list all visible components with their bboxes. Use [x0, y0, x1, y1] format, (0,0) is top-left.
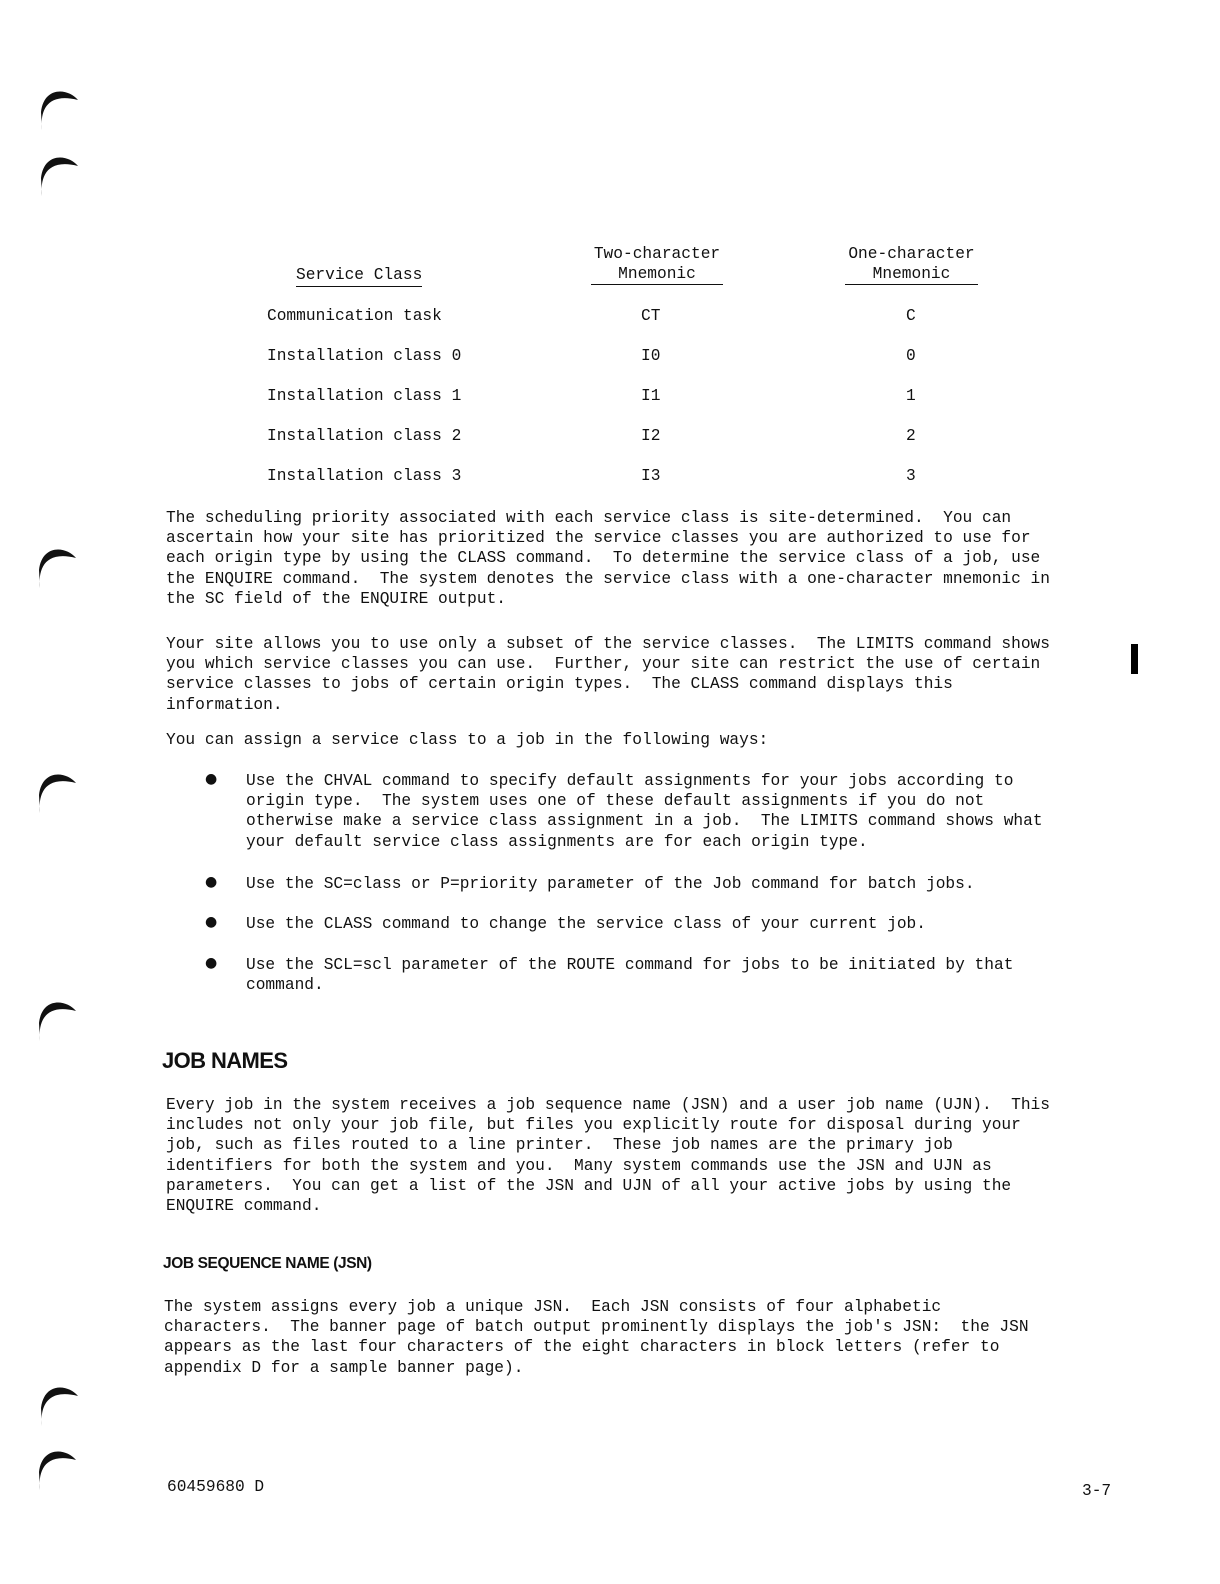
paragraph-job-names: Every job in the system receives a job sequence name (JSN) and a user job name (UJN). This includes not only your job file, but files you explicitly route for disposal during your job, such as files routed to a line printer. These job names are the primary job identifiers for both the system and you. Many system commands use the JSN and UJN as parameters. You can get a list of the JSN and UJN of all your active jobs by using the ENQUIRE command. — [166, 1096, 1050, 1216]
paragraph-scheduling-priority: The scheduling priority associated with each service class is site-determined. You can ascertain how your site has prioritized the service classes you are authorized to use for each origin type by using the CLASS command. To determine the service class of a job, use the ENQUIRE command. The system denotes the service class with a one-character mnemonic in the SC field of the ENQUIRE output. — [166, 509, 1050, 608]
binder-hole-mark — [38, 1378, 82, 1430]
header-service-class-label: Service Class — [296, 265, 422, 287]
cell-two-char: I3 — [641, 467, 661, 485]
header-two-char-line1: Two-character — [593, 245, 721, 263]
bullet-marker: ● — [205, 955, 218, 971]
list-item: Use the CLASS command to change the service class of your current job. — [246, 915, 926, 933]
table-row — [0, 426, 1220, 447]
header-two-char — [591, 244, 723, 285]
cell-service-class: Installation class 2 — [267, 427, 462, 445]
cell-two-char: I2 — [641, 427, 661, 445]
table-row — [0, 306, 1220, 327]
bullet-marker: ● — [205, 771, 218, 787]
cell-service-class: Installation class 0 — [267, 347, 462, 365]
cell-service-class: Communication task — [267, 307, 442, 325]
section-heading-jsn: JOB SEQUENCE NAME (JSN) — [163, 1255, 372, 1272]
header-one-char — [845, 244, 978, 285]
cell-one-char: C — [906, 307, 916, 325]
cell-one-char: 0 — [906, 347, 916, 365]
binder-hole-mark — [36, 765, 80, 817]
header-service-class — [296, 265, 422, 287]
footer-document-number: 60459680 D — [167, 1478, 265, 1496]
header-two-char-line2: Mnemonic — [591, 264, 723, 285]
cell-service-class: Installation class 3 — [267, 467, 462, 485]
paragraph-assign-intro: You can assign a service class to a job in the following ways: — [166, 731, 769, 749]
cell-one-char: 2 — [906, 427, 916, 445]
paragraph-jsn: The system assigns every job a unique JSN. Each JSN consists of four alphabetic characters. The banner page of batch output prominently displays the job's JSN: the JSN appears as the last four characters of the eight characters in block letters (refer to appendix D for a sample banner page). — [164, 1298, 1029, 1377]
table-row — [0, 346, 1220, 367]
list-item: Use the CHVAL command to specify default assignments for your jobs according to origin type. The system uses one of these default assignments if you do not otherwise make a service class assignment in a job. The LIMITS command shows what your default service class assignments are for each origin type. — [246, 772, 1043, 851]
binder-hole-mark — [36, 1442, 80, 1494]
cell-two-char: CT — [641, 307, 661, 325]
binder-hole-mark — [38, 148, 82, 200]
bullet-marker: ● — [205, 914, 218, 930]
binder-hole-mark — [38, 82, 82, 134]
paragraph-service-class-subset: Your site allows you to use only a subset of the service classes. The LIMITS command shows you which service classes you can use. Further, your site can restrict the use of certain service classes to jobs of certain origin types. The CLASS command displays this information. — [166, 635, 1050, 714]
change-bar — [1131, 644, 1138, 674]
cell-two-char: I0 — [641, 347, 661, 365]
table-row — [0, 386, 1220, 407]
binder-hole-mark — [36, 540, 80, 592]
footer-page-number: 3-7 — [1082, 1482, 1112, 1500]
table-row — [0, 466, 1220, 487]
binder-hole-mark — [36, 993, 80, 1045]
header-one-char-line1: One-character — [848, 245, 975, 263]
bullet-marker: ● — [205, 874, 218, 890]
cell-one-char: 3 — [906, 467, 916, 485]
section-heading-job-names: JOB NAMES — [162, 1048, 288, 1073]
list-item: Use the SC=class or P=priority parameter of the Job command for batch jobs. — [246, 875, 975, 893]
cell-one-char: 1 — [906, 387, 916, 405]
header-one-char-line2: Mnemonic — [845, 264, 978, 285]
list-item: Use the SCL=scl parameter of the ROUTE command for jobs to be initiated by that command. — [246, 956, 1014, 995]
cell-two-char: I1 — [641, 387, 661, 405]
cell-service-class: Installation class 1 — [267, 387, 462, 405]
